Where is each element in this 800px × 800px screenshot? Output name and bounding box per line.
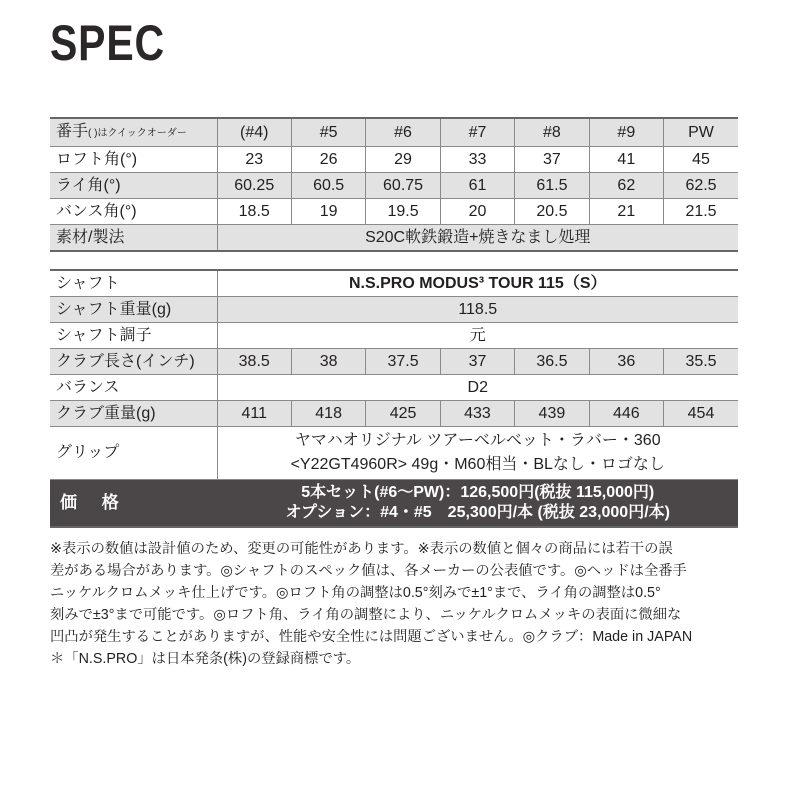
cell: 29 xyxy=(366,147,440,173)
note-line: ※表示の数値は設計値のため、変更の可能性があります。※表示の数値と個々の商品には若干の誤 xyxy=(50,541,673,557)
cell: S20C軟鉄鍛造+焼きなまし処理 xyxy=(217,225,738,252)
header-label: 番手( )はクイックオーダー xyxy=(50,118,217,147)
cell: 21 xyxy=(589,199,663,225)
cell: 23 xyxy=(217,147,291,173)
cell: 21.5 xyxy=(664,199,738,225)
cell: N.S.PRO MODUS³ TOUR 115（S） xyxy=(217,270,738,297)
cell xyxy=(217,480,738,528)
cell: 18.5 xyxy=(217,199,291,225)
cell: 38.5 xyxy=(217,349,291,375)
table-row-lie xyxy=(50,173,738,199)
cell: 33 xyxy=(440,147,514,173)
cell: 60.5 xyxy=(291,173,365,199)
cell: 元 xyxy=(217,323,738,349)
table-row-shaft xyxy=(50,270,738,297)
cell xyxy=(217,427,738,480)
table-row-shaft-kick xyxy=(50,323,738,349)
note-line: ＊「N.S.PRO」は日本発条(株)の登録商標です。 xyxy=(50,651,361,667)
table-row-club-weight xyxy=(50,401,738,427)
column-header: #6 xyxy=(366,118,440,147)
table-row-material xyxy=(50,225,738,252)
cell: 35.5 xyxy=(664,349,738,375)
cell: 454 xyxy=(664,401,738,427)
price-line: 5本セット(#6〜PW)：126,500円(税抜 115,000円) xyxy=(301,484,655,501)
cell: 60.25 xyxy=(217,173,291,199)
row-label: ライ角(°) xyxy=(50,173,217,199)
cell: 37 xyxy=(515,147,589,173)
cell: 61.5 xyxy=(515,173,589,199)
column-header: PW xyxy=(664,118,738,147)
page-title: SPEC xyxy=(50,15,165,71)
table-row-grip xyxy=(50,427,738,480)
cell: 118.5 xyxy=(217,297,738,323)
column-header: #5 xyxy=(291,118,365,147)
column-header: #8 xyxy=(515,118,589,147)
table-row-balance xyxy=(50,375,738,401)
row-label: 素材/製法 xyxy=(50,225,217,252)
cell: 425 xyxy=(366,401,440,427)
shaft-table xyxy=(50,269,738,528)
spec-table xyxy=(50,117,738,252)
cell: 36 xyxy=(589,349,663,375)
table-row-loft xyxy=(50,147,738,173)
row-label: シャフト調子 xyxy=(50,323,217,349)
cell: 20.5 xyxy=(515,199,589,225)
footnotes xyxy=(50,538,742,670)
cell: 26 xyxy=(291,147,365,173)
note-line: 凹凸が発生することがありますが、性能や安全性には問題ございません。◎クラブ：Made in JAPAN xyxy=(50,629,693,645)
cell: 411 xyxy=(217,401,291,427)
row-label: シャフト重量(g) xyxy=(50,297,217,323)
grip-line: ヤマハオリジナル ツアーベルベット・ラバー・360 xyxy=(294,432,661,449)
table-row-shaft-weight xyxy=(50,297,738,323)
table-row-club-length xyxy=(50,349,738,375)
cell: 41 xyxy=(589,147,663,173)
cell: 439 xyxy=(515,401,589,427)
note-line: 刻みで±3°まで可能です。◎ロフト角、ライ角の調整により、ニッケルクロムメッキの表面に微細な xyxy=(50,607,682,623)
cell: 19.5 xyxy=(366,199,440,225)
row-label: シャフト xyxy=(50,270,217,297)
cell: 19 xyxy=(291,199,365,225)
column-header: #9 xyxy=(589,118,663,147)
row-label: ロフト角(°) xyxy=(50,147,217,173)
cell: 45 xyxy=(664,147,738,173)
cell: 60.75 xyxy=(366,173,440,199)
row-label: バンス角(°) xyxy=(50,199,217,225)
table-row-price xyxy=(50,480,738,528)
cell: 62.5 xyxy=(664,173,738,199)
grip-line: <Y22GT4960R> 49g・M60相当・BLなし・ロゴなし xyxy=(290,456,665,473)
row-label: バランス xyxy=(50,375,217,401)
row-label: クラブ重量(g) xyxy=(50,401,217,427)
table-row-header xyxy=(50,118,738,147)
price-line: オプション：#4・#5 25,300円/本 (税抜 23,000円/本) xyxy=(285,504,670,521)
cell: 36.5 xyxy=(515,349,589,375)
cell: D2 xyxy=(217,375,738,401)
column-header: (#4) xyxy=(217,118,291,147)
cell: 418 xyxy=(291,401,365,427)
table-row-bounce xyxy=(50,199,738,225)
cell: 37 xyxy=(440,349,514,375)
cell: 62 xyxy=(589,173,663,199)
row-label: 価 格 xyxy=(50,480,217,528)
cell: 433 xyxy=(440,401,514,427)
row-label: クラブ長さ(インチ) xyxy=(50,349,217,375)
cell: 61 xyxy=(440,173,514,199)
cell: 20 xyxy=(440,199,514,225)
cell: 37.5 xyxy=(366,349,440,375)
note-line: 差がある場合があります。◎シャフトのスペック値は、各メーカーの公表値です。◎ヘッドは全番手 xyxy=(50,563,687,579)
note-line: ニッケルクロムメッキ仕上げです。◎ロフト角の調整は0.5°刻みで±1°まで、ライ角の調整は0.5° xyxy=(50,585,661,601)
column-header: #7 xyxy=(440,118,514,147)
row-label: グリップ xyxy=(50,427,217,480)
cell: 38 xyxy=(291,349,365,375)
cell: 446 xyxy=(589,401,663,427)
